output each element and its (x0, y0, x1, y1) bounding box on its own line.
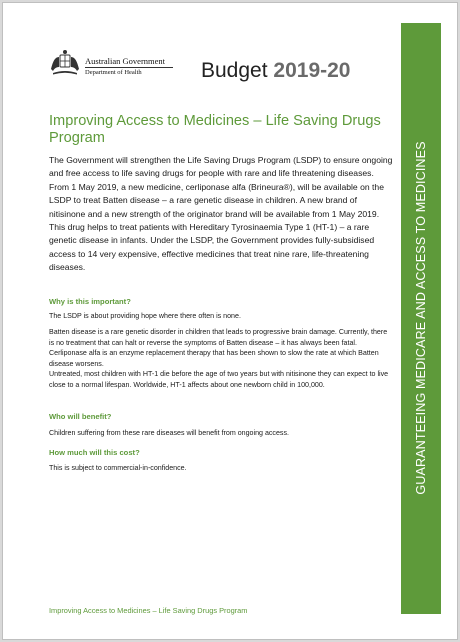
intro-paragraph: The Government will strengthen the Life Saving Drugs Program (LSDP) to ensure ongoing and free access to life saving drugs for people with rare and life threatening diseases. From 1 May 2019, a new medicine, cerliponase alfa (Brineura®), will be available on the LSDP to treat Batten disease – a rare genetic disease in children. A new brand of nitisinone and a new strength of the originator brand will be available from 1 May 2019. This drug helps to treat patients with Hereditary Tyrosinaemia Type 1 (HT-1) – a rare genetic disease in infants. Under the LSDP, the Government provides fully-subsidised access to 14 very expensive, effective medicines that treat nine rare, life-threatening diseases. (49, 155, 393, 273)
cost-heading: How much will this cost? (49, 448, 140, 457)
page-footer: Improving Access to Medicines – Life Saving Drugs Program (49, 606, 248, 615)
government-name: Australian Government (85, 56, 166, 66)
coat-of-arms-icon (47, 49, 83, 77)
why-heading: Why is this important? (49, 297, 131, 306)
government-logo (47, 49, 177, 79)
budget-year: 2019-20 (273, 59, 351, 82)
page-title: Improving Access to Medicines – Life Saving Drugs Program (49, 113, 381, 146)
department-name: Department of Health (85, 69, 142, 76)
side-band-text: GUARANTEEING MEDICARE AND ACCESS TO MEDICINES (414, 141, 428, 495)
why-paragraph-2: Batten disease is a rare genetic disorder in children that leads to progressive brain damage. Currently, there is no treatment that can halt or reverse the symptoms of Batten disease – it has always been fatal. Cerliponase alfa is an enzyme replacement therapy that has been shown to slow the rate at which Batten disease worsens. (49, 328, 388, 368)
document-page (2, 2, 458, 640)
cost-paragraph: This is subject to commercial-in-confidence. (49, 464, 187, 472)
side-band (401, 23, 441, 614)
who-heading: Who will benefit? (49, 412, 112, 421)
logo-divider (85, 67, 173, 68)
who-paragraph: Children suffering from these rare diseases will benefit from ongoing access. (49, 429, 289, 437)
why-paragraph-3: Untreated, most children with HT-1 die before the age of two years but with nitisinone they can expect to live close to a normal lifespan. Worldwide, HT-1 affects about one newborn child in 100,000. (49, 370, 389, 389)
budget-word: Budget (201, 59, 268, 82)
why-paragraph-1: The LSDP is about providing hope where there often is none. (49, 312, 241, 320)
budget-heading (201, 58, 350, 84)
